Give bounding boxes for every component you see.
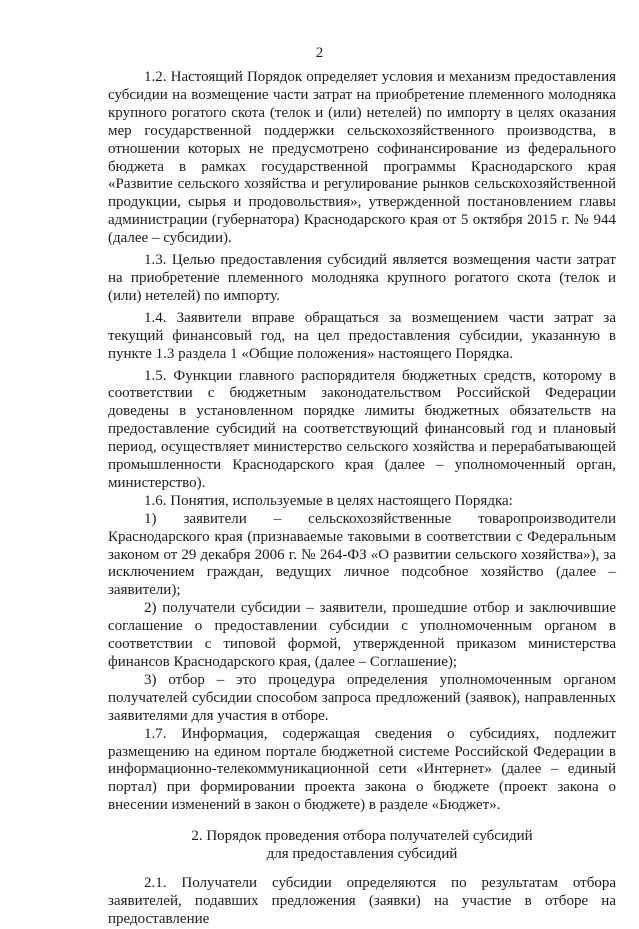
paragraph-1-6: 1.6. Понятия, используемые в целях настоящего Порядка:: [144, 492, 513, 509]
page-number: 2: [315, 45, 324, 61]
paragraph-1-3: 1.3. Целью предоставления субсидий является возмещения части затрат на приобретение племенного молодняка крупного рогатого скота (телок и (или) нетелей) по импорту.: [108, 252, 616, 304]
paragraph-1-2: 1.2. Настоящий Порядок определяет условия и механизм предоставления субсидии на возмещение части затрат на приобретение племенного молодняка крупного рогатого скота (телок и (или) нетелей) по импорту в целях оказания мер государственной поддержки сельскохозяйственного производства, в отношении которых не предусмотрено софинансирование из федерального бюджета в рамках государственной программы Краснодарского края «Развитие сельского хозяйства и регулирование рынков сельскохозяйственной продукции, сырья и продовольствия», утвержденной постановлением главы администрации (губернатора) Краснодарского края от 5 октября 2015 г. № 944 (далее – субсидии).: [108, 69, 616, 247]
section-2-heading-line-1: 2. Порядок проведения отбора получателей субсидий: [191, 828, 533, 845]
section-2-heading: [108, 827, 616, 863]
paragraph-1-7: 1.7. Информация, содержащая сведения о субсидиях, подлежит размещению на едином портале бюджетной системе Российской Федерации в информационно-телекоммуникационной сети «Интернет» (далее – единый портал) при формировании проекта закона о бюджете (проект закона о внесении изменений в закон о бюджете) в разделе «Бюджет».: [108, 725, 616, 814]
definition-item-1: 1) заявители – сельскохозяйственные товаропроизводители Краснодарского края (признаваемые таковыми в соответствии с Федеральным законом от 29 декабря 2006 г. № 264-ФЗ «О развитии сельского хозяйства»), за исключением граждан, ведущих личное подсобное хозяйство (далее – заявители);: [108, 510, 616, 599]
definition-item-2: 2) получатели субсидии – заявители, прошедшие отбор и заключившие соглашение о предоставлении субсидии с уполномоченным органом в соответствии с типовой формой, утвержденной приказом министерства финансов Краснодарского края, (далее – Соглашение);: [108, 600, 616, 670]
definition-item-3: 3) отбор – это процедура определения уполномоченным органом получателей субсидии способом запроса предложений (заявок), направленных заявителями для участия в отборе.: [108, 671, 616, 724]
paragraph-1-4: 1.4. Заявители вправе обращаться за возмещением части затрат за текущий финансовый год, на цел предоставления субсидии, указанную в пункте 1.3 раздела 1 «Общие положения» настоящего Порядка.: [108, 309, 616, 362]
paragraph-2-1: 2.1. Получатели субсидии определяются по результатам отбора заявителей, подавших предложения (заявки) на участие в отборе на предоставление: [108, 875, 616, 927]
document-body: [108, 69, 616, 929]
paragraph-1-5: 1.5. Функции главного распорядителя бюджетных средств, которому в соответствии с бюджетным законодательством Российской Федерации доведены в установленном порядке лимиты бюджетных обязательств на предоставление субсидий на соответствующий финансовый год и плановый период, осуществляет министерство сельского хозяйства и перерабатывающей промышленности Краснодарского края (далее – уполномоченный орган, министерство).: [108, 367, 616, 491]
section-2-heading-line-2: для предоставления субсидий: [266, 846, 458, 863]
